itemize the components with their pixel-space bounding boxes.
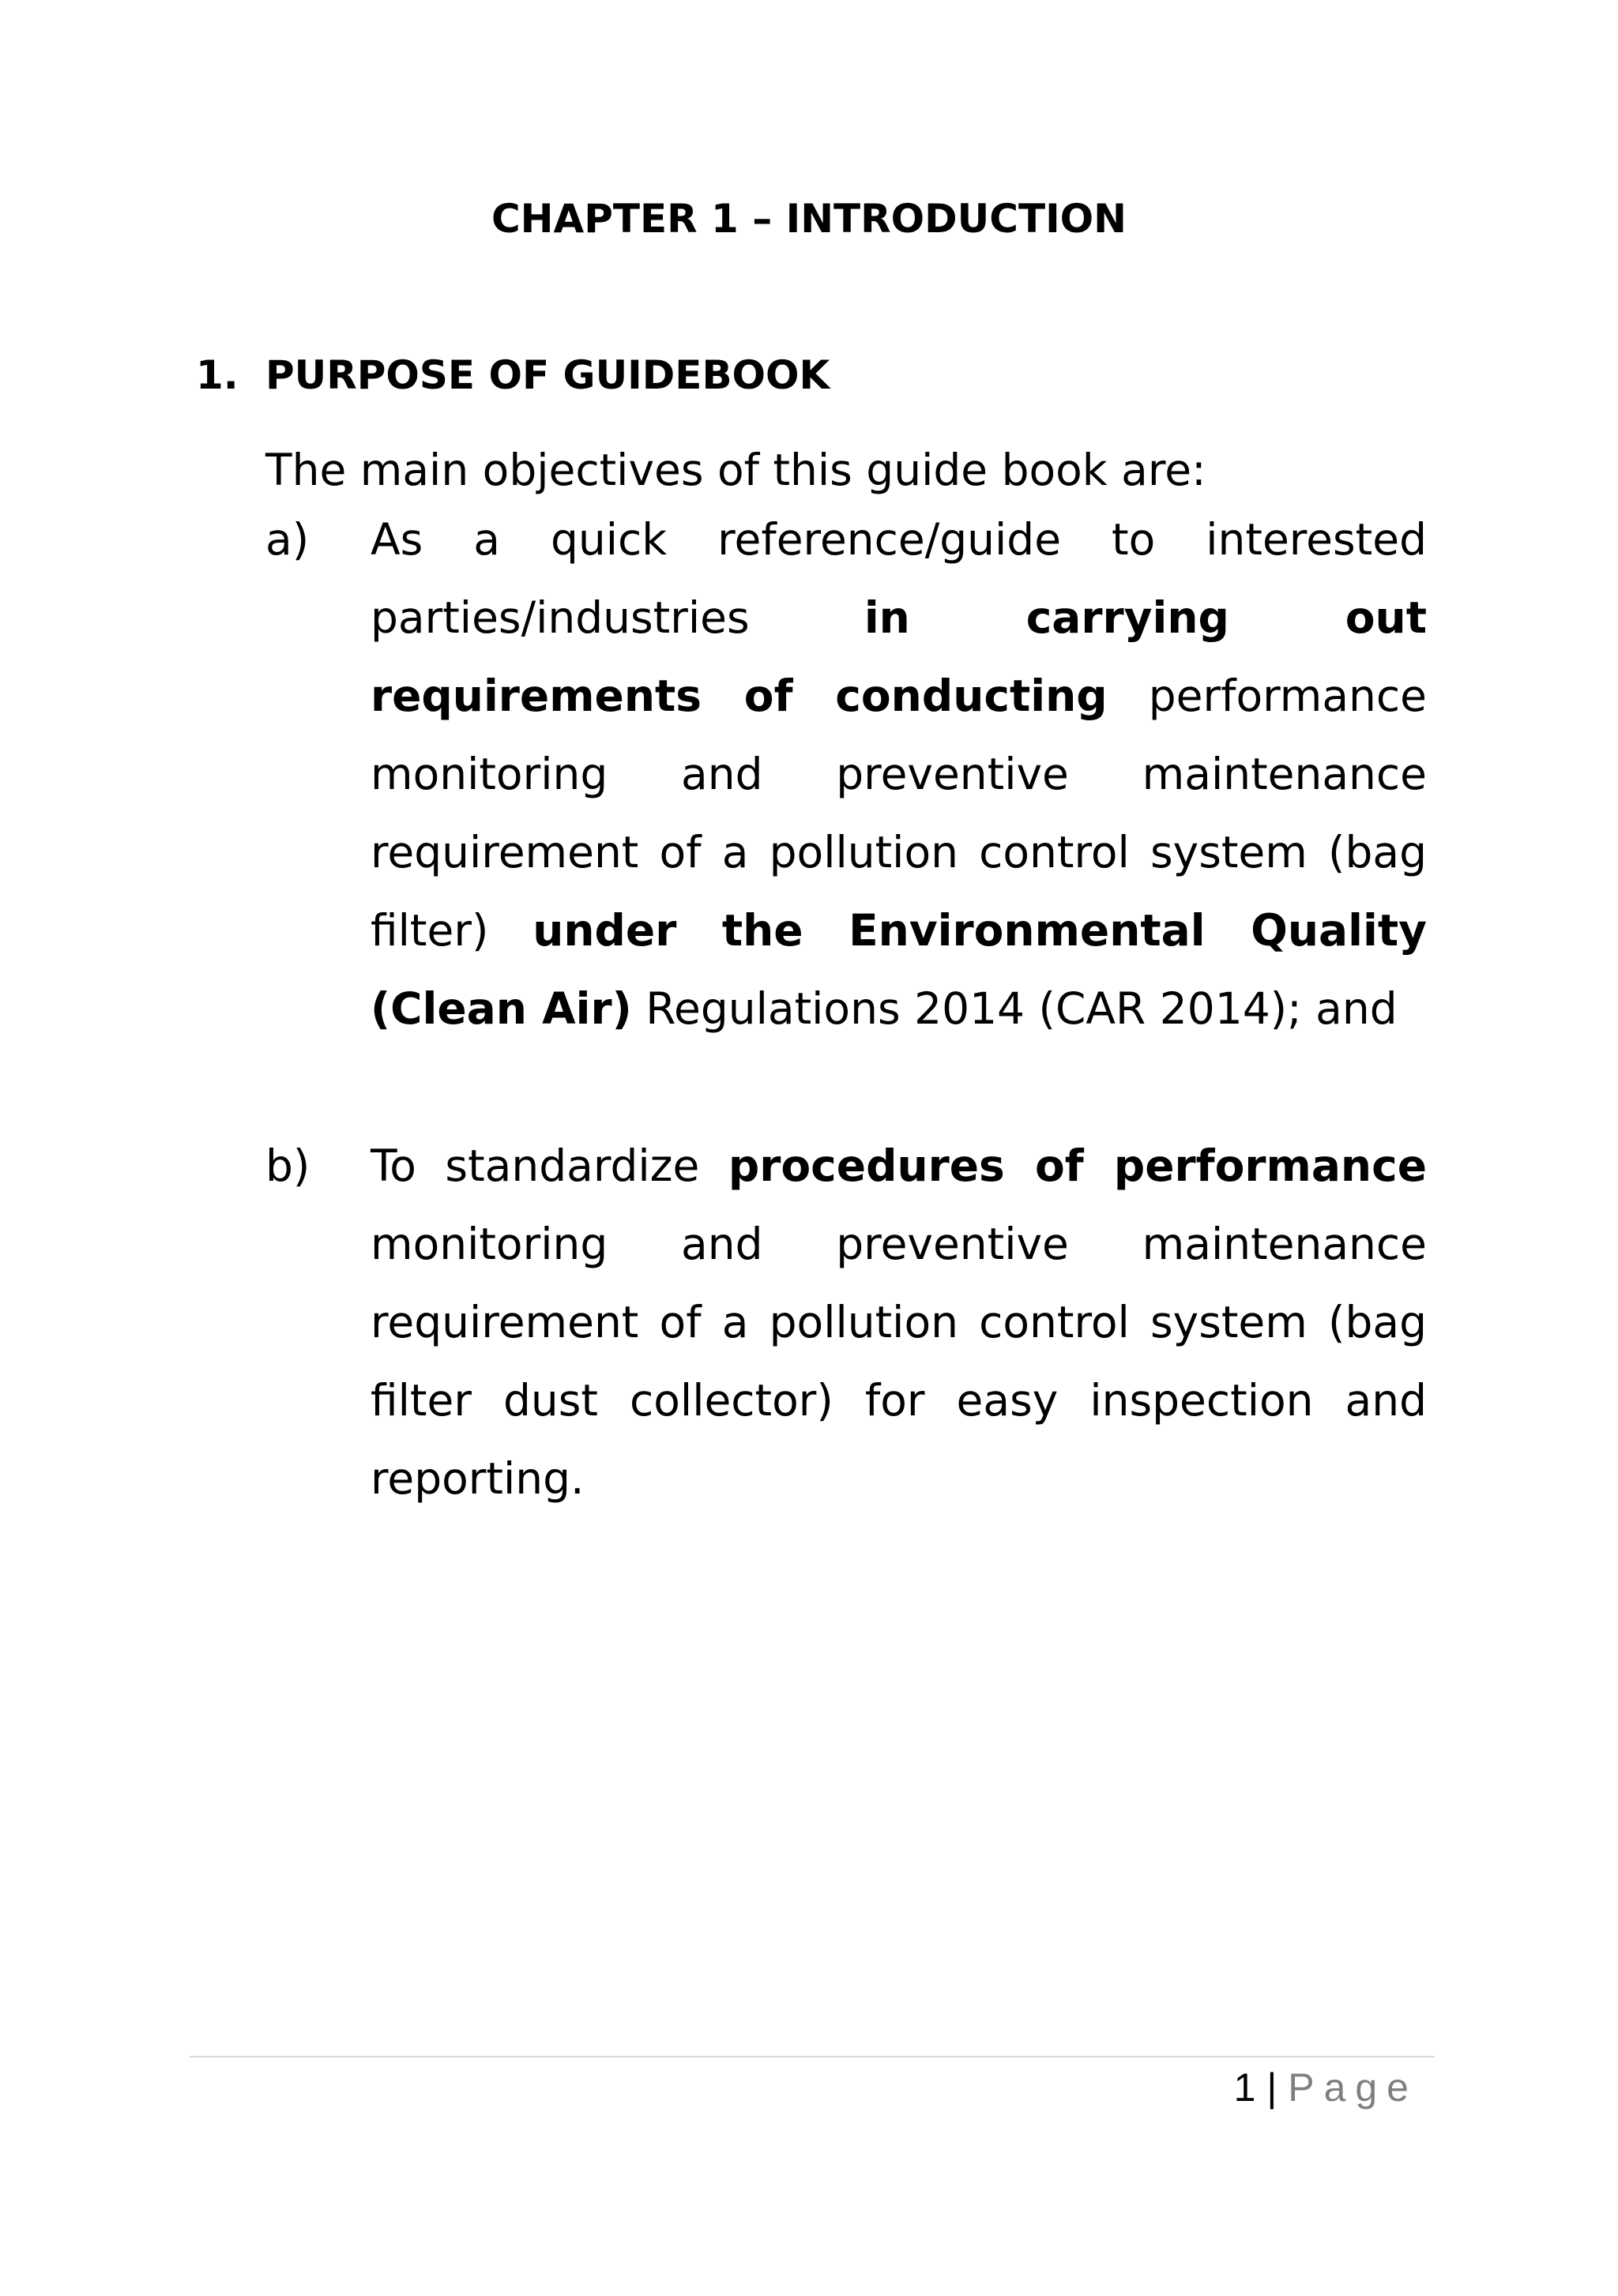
footer-divider bbox=[190, 2056, 1435, 2057]
page-footer bbox=[1234, 2065, 1418, 2110]
page-label: Page bbox=[1288, 2065, 1418, 2110]
item-a-part-1: As a quick reference/guide to interested parties/industries bbox=[371, 514, 1427, 643]
item-b-emphasis-1: procedures of performance bbox=[728, 1140, 1427, 1191]
footer-separator: | bbox=[1266, 2065, 1277, 2110]
item-a-emphasis-1: in carrying out requirements of conducting bbox=[371, 592, 1427, 721]
list-item-a bbox=[265, 501, 1427, 1048]
section-heading-text: PURPOSE OF GUIDEBOOK bbox=[265, 352, 830, 398]
chapter-title: CHAPTER 1 – INTRODUCTION bbox=[491, 196, 1127, 242]
section-heading bbox=[196, 352, 830, 398]
item-a-part-3: Regulations 2014 (CAR 2014); and bbox=[631, 983, 1398, 1034]
list-marker-b: b) bbox=[265, 1140, 310, 1191]
section-intro: The main objectives of this guide book are: bbox=[265, 445, 1206, 495]
section-number: 1. bbox=[196, 352, 239, 398]
item-b-part-2: monitoring and preventive maintenance requirement of a pollution control system (bag filter dust collector) for easy inspection and reporting. bbox=[371, 1219, 1427, 1504]
list-marker-a: a) bbox=[265, 514, 310, 565]
item-a-part-2: performance monitoring and preventive maintenance requirement of a pollution control system (bag filter) bbox=[371, 671, 1427, 956]
list-item-a-text bbox=[371, 501, 1427, 1048]
item-b-part-1: To standardize bbox=[371, 1140, 728, 1191]
list-item-b-text bbox=[371, 1127, 1427, 1518]
page-number: 1 bbox=[1233, 2065, 1256, 2110]
list-item-b bbox=[265, 1127, 1427, 1518]
item-a-emphasis-2: under the Environmental Quality (Clean Air) bbox=[371, 905, 1427, 1034]
